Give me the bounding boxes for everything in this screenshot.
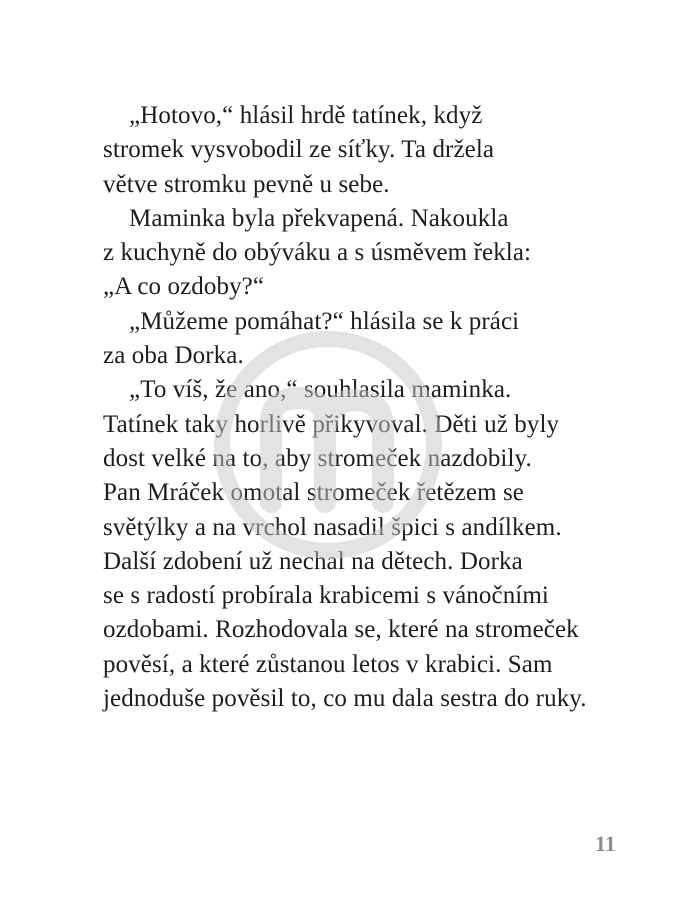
text-line-9: „To víš, že ano,“ souhlasila maminka. bbox=[129, 376, 512, 404]
text-line-15: se s radostí probírala krabicemi s vánočními bbox=[103, 582, 549, 610]
text-line-3: větve stromku pevně u sebe. bbox=[103, 170, 390, 198]
text-line-16: ozdobami. Rozhodovala se, které na stromeček bbox=[103, 616, 579, 644]
text-line-5: z kuchyně do obýváku a s úsměvem řekla: bbox=[103, 239, 532, 267]
text-line-14: Další zdobení už nechal na dětech. Dorka bbox=[103, 547, 523, 575]
page-body-text bbox=[103, 99, 673, 716]
text-line-18: jednoduše pověsil to, co mu dala sestra do ruky. bbox=[103, 685, 587, 713]
text-line-11: dost velké na to, aby stromeček nazdobily. bbox=[103, 444, 532, 472]
text-line-2: stromek vysvobodil ze síťky. Ta držela bbox=[103, 136, 495, 164]
text-line-4: Maminka byla překvapená. Nakoukla bbox=[129, 204, 509, 232]
text-line-12: Pan Mráček omotal stromeček řetězem se bbox=[103, 479, 524, 507]
text-line-7: „Můžeme pomáhat?“ hlásila se k práci bbox=[129, 307, 520, 335]
text-line-13: světýlky a na vrchol nasadil špici s andílkem. bbox=[103, 513, 562, 541]
text-line-17: pověsí, a které zůstanou letos v krabici. Sam bbox=[103, 650, 553, 678]
text-line-1: „Hotovo,“ hlásil hrdě tatínek, když bbox=[129, 102, 483, 129]
page-number: 11 bbox=[595, 831, 616, 856]
text-line-10: Tatínek taky horlivě přikyvoval. Děti už byly bbox=[103, 410, 560, 438]
text-line-8: za oba Dorka. bbox=[103, 342, 244, 370]
text-line-6: „A co ozdoby?“ bbox=[103, 273, 265, 301]
